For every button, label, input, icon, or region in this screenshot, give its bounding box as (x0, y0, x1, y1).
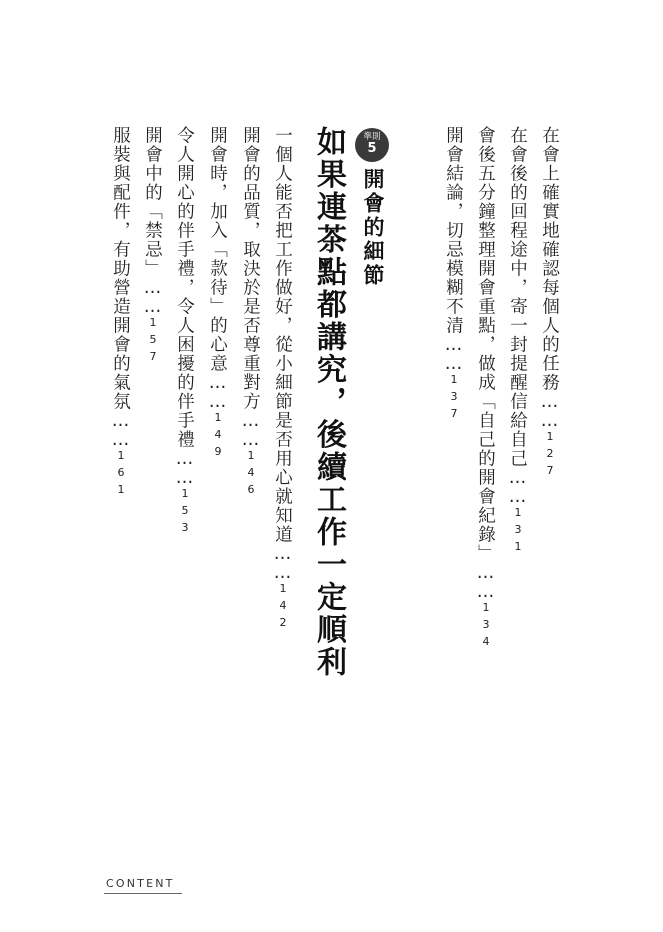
toc-entry[interactable] (508, 126, 526, 557)
toc-entry-text: 在會後的回程途中，寄一封提醒信給自己 (507, 126, 528, 468)
page-number: 137 (447, 373, 461, 424)
toc-entry-text: 一個人能否把工作做好，從小細節是否用心就知道 (272, 126, 293, 544)
content-label: CONTENT (106, 877, 175, 890)
toc-entry-text: 服裝與配件，有助營造開會的氣氛 (110, 126, 131, 411)
toc-entry[interactable] (273, 126, 291, 633)
page-number: 149 (211, 411, 225, 462)
leader-dots: …… (110, 411, 131, 449)
badge-label: 準則 (363, 132, 381, 142)
toc-entry[interactable] (175, 126, 193, 538)
toc-entry[interactable] (111, 126, 129, 500)
section-title: 開會的細節 (361, 168, 385, 288)
toc-entry[interactable] (143, 126, 161, 367)
leader-dots: …… (240, 411, 261, 449)
content-underline (104, 893, 182, 894)
page-number: 134 (479, 601, 493, 652)
leader-dots: …… (142, 278, 163, 316)
page-number: 142 (276, 582, 290, 633)
toc-entry-text: 開會結論，切忌模糊不清 (443, 126, 464, 335)
leader-dots: …… (443, 335, 464, 373)
toc-entry-text: 令人開心的伴手禮，令人困擾的伴手禮 (174, 126, 195, 449)
page-number: 131 (511, 506, 525, 557)
badge-number: 5 (367, 140, 377, 156)
section-badge (355, 128, 389, 162)
page-number: 127 (543, 430, 557, 481)
page-number: 146 (244, 449, 258, 500)
section-headline: 如果連茶點都講究，後續工作一定順利 (311, 126, 346, 679)
toc-entry[interactable] (444, 126, 462, 424)
leader-dots: …… (174, 449, 195, 487)
toc-entry-text: 開會時，加入「款待」的心意 (207, 126, 228, 373)
leader-dots: …… (272, 544, 293, 582)
toc-entry-text: 會後五分鐘整理開會重點，做成「自己的開會紀錄」 (475, 126, 496, 563)
page-number: 157 (146, 316, 160, 367)
toc-entry-text: 開會中的「禁忌」 (142, 126, 163, 278)
toc-entry-text: 開會的品質，取決於是否尊重對方 (240, 126, 261, 411)
page-number: 161 (114, 449, 128, 500)
leader-dots: …… (207, 373, 228, 411)
toc-entry[interactable] (208, 126, 226, 462)
toc-entry[interactable] (540, 126, 558, 481)
leader-dots: …… (539, 392, 560, 430)
toc-entry[interactable] (241, 126, 259, 500)
toc-entry-text: 在會上確實地確認每個人的任務 (539, 126, 560, 392)
leader-dots: …… (507, 468, 528, 506)
toc-entry[interactable] (476, 126, 494, 652)
leader-dots: …… (475, 563, 496, 601)
page-number: 153 (178, 487, 192, 538)
